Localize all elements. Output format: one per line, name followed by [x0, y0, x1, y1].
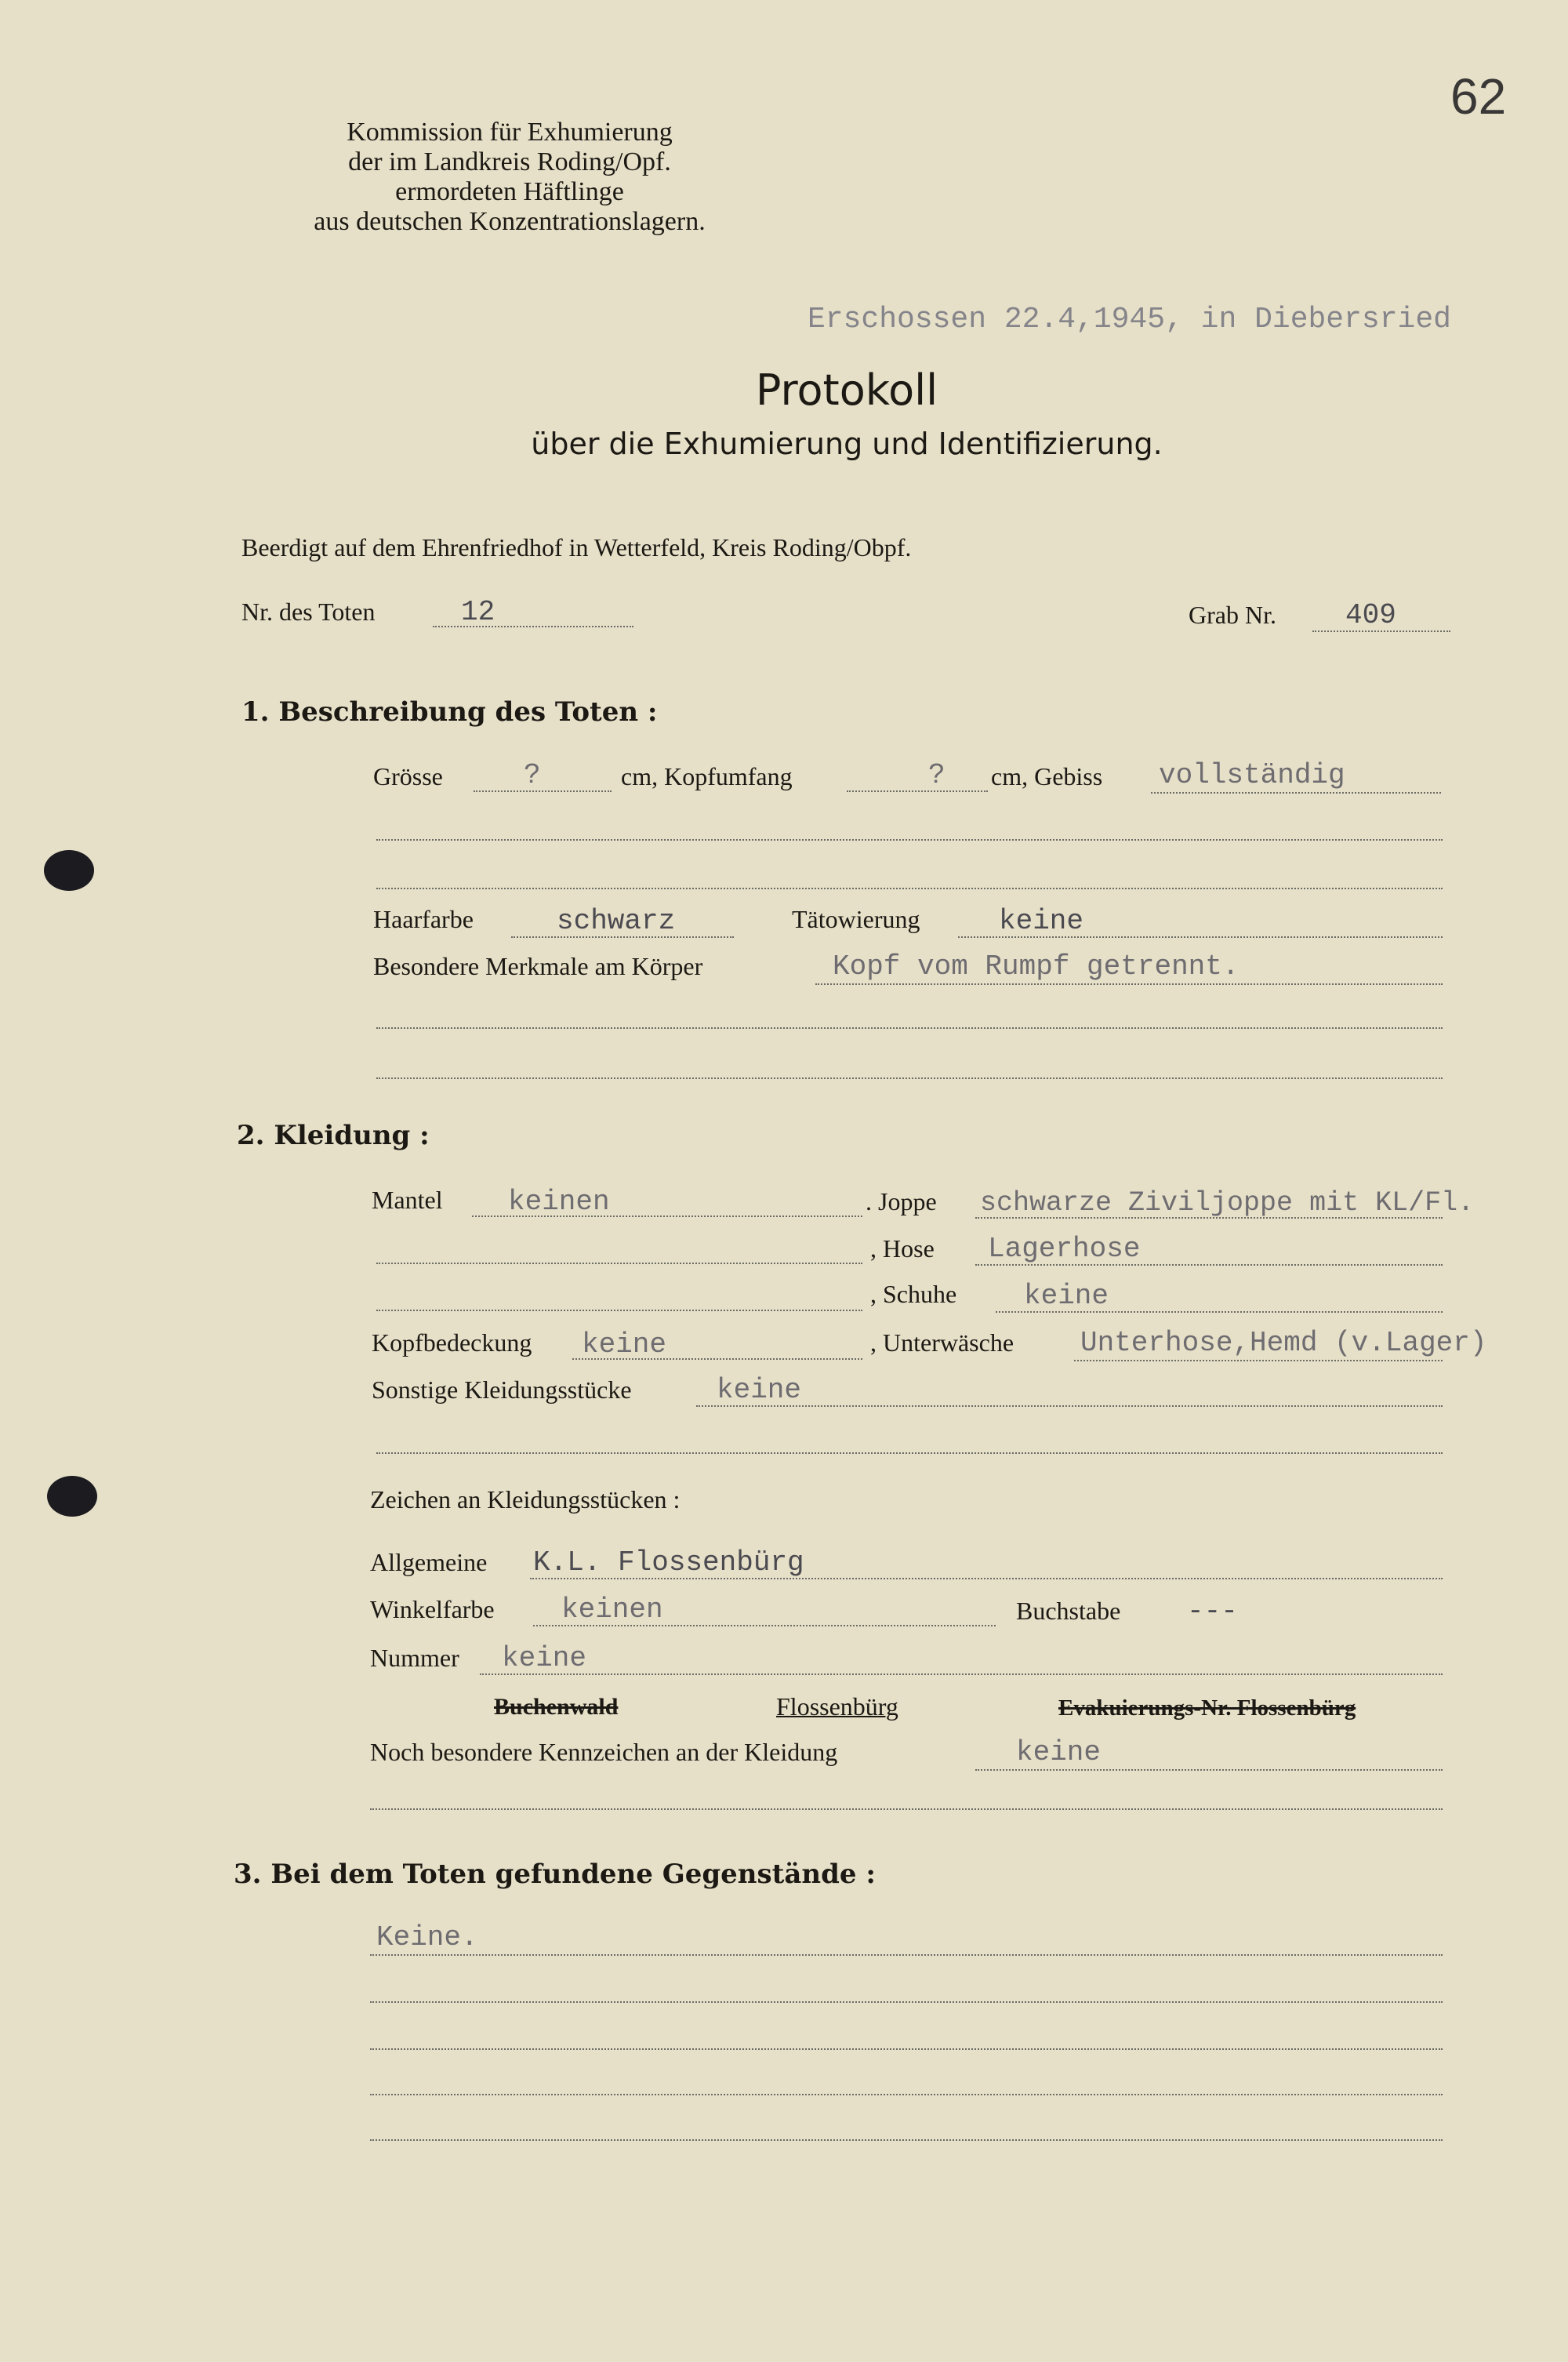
grave-number-label: Grab Nr.	[1189, 601, 1276, 629]
camp-flossenbuerg: Flossenbürg	[776, 1692, 898, 1721]
zeichen-heading: Zeichen an Kleidungsstücken :	[370, 1485, 681, 1513]
page-subtitle: über die Exhumierung und Identifizierung.	[531, 427, 1163, 461]
dead-number-value: 12	[461, 596, 495, 628]
groesse-value: ?	[524, 759, 541, 791]
gebiss-value: vollständig	[1159, 759, 1345, 791]
commission-line-1: Kommission für Exhumierung	[347, 118, 673, 147]
hose-label: , Hose	[870, 1234, 935, 1263]
unterwaesche-label: , Unterwäsche	[870, 1328, 1014, 1357]
nummer-label: Nummer	[370, 1644, 459, 1672]
joppe-value: schwarze Ziviljoppe mit KL/Fl.	[980, 1187, 1475, 1219]
dead-number-label: Nr. des Toten	[241, 598, 376, 626]
unterwaesche-value: Unterhose,Hemd (v.Lager)	[1080, 1327, 1487, 1359]
schuhe-value: keine	[1024, 1280, 1109, 1312]
noch-label: Noch besondere Kennzeichen an der Kleidung	[370, 1738, 838, 1766]
camp-buchenwald: Buchenwald	[494, 1694, 619, 1720]
buchstabe-label: Buchstabe	[1016, 1597, 1121, 1625]
haarfarbe-label: Haarfarbe	[373, 905, 474, 933]
kopfbedeckung-label: Kopfbedeckung	[372, 1328, 532, 1357]
commission-line-3: ermordeten Häftlinge	[395, 177, 624, 206]
joppe-label: . Joppe	[866, 1187, 937, 1216]
typed-note: Erschossen 22.4,1945, in Diebersried	[808, 303, 1451, 336]
commission-line-2: der im Landkreis Roding/Opf.	[348, 147, 671, 176]
mantel-label: Mantel	[372, 1186, 443, 1214]
allgemeine-value: K.L. Flossenbürg	[533, 1546, 804, 1579]
section-1-heading: 1. Beschreibung des Toten :	[241, 696, 658, 728]
commission-line-4: aus deutschen Konzentrationslagern.	[314, 207, 706, 236]
punch-hole-bottom	[47, 1476, 97, 1517]
winkelfarbe-label: Winkelfarbe	[370, 1595, 495, 1623]
merkmale-label: Besondere Merkmale am Körper	[373, 952, 703, 980]
haarfarbe-value: schwarz	[557, 905, 676, 937]
winkelfarbe-value: keinen	[561, 1593, 663, 1626]
section-2-heading: 2. Kleidung :	[237, 1120, 430, 1151]
sonstige-label: Sonstige Kleidungsstücke	[372, 1375, 632, 1404]
gebiss-label: cm, Gebiss	[991, 762, 1103, 790]
schuhe-label: , Schuhe	[870, 1280, 957, 1308]
page-title: Protokoll	[755, 365, 938, 415]
sonstige-value: keine	[717, 1374, 802, 1406]
grave-number-value: 409	[1345, 599, 1396, 631]
section-3-value: Keine.	[376, 1921, 478, 1953]
camp-evakuierung: Evakuierungs-Nr. Flossenbürg	[1058, 1695, 1356, 1721]
buchstabe-value: ---	[1187, 1595, 1238, 1627]
merkmale-value: Kopf vom Rumpf getrennt.	[833, 950, 1240, 983]
allgemeine-label: Allgemeine	[370, 1548, 488, 1576]
kopfbedeckung-value: keine	[582, 1328, 667, 1361]
punch-hole-top	[44, 850, 94, 891]
burial-line: Beerdigt auf dem Ehrenfriedhof in Wetterfeld, Kreis Roding/Obpf.	[241, 533, 912, 561]
commission-header	[259, 118, 760, 237]
kopfumfang-value: ?	[928, 759, 946, 791]
mantel-value: keinen	[508, 1186, 610, 1218]
page-number: 62	[1450, 68, 1507, 125]
nummer-value: keine	[502, 1642, 587, 1674]
hose-value: Lagerhose	[988, 1233, 1141, 1265]
taetowierung-value: keine	[999, 905, 1084, 937]
kopfumfang-label: cm, Kopfumfang	[621, 762, 793, 790]
section-3-heading: 3. Bei dem Toten gefundene Gegenstände :	[234, 1859, 876, 1890]
groesse-label: Grösse	[373, 762, 443, 790]
noch-value: keine	[1016, 1736, 1102, 1768]
taetowierung-label: Tätowierung	[792, 905, 920, 933]
